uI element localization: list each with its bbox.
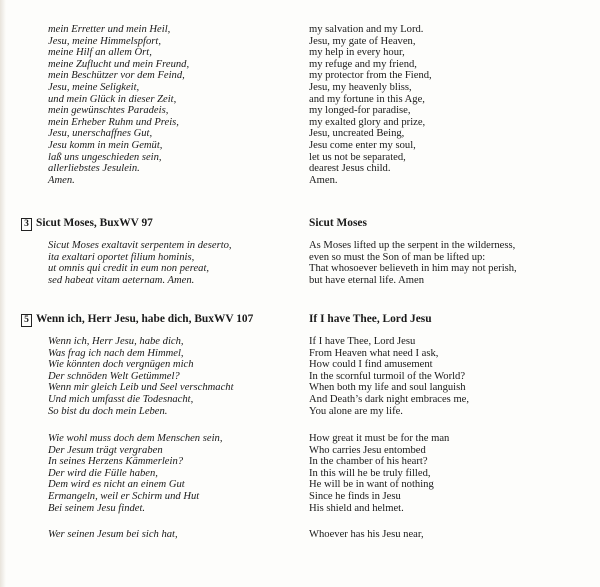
text-line: Jesu komm in mein Gemüt, [48,139,163,151]
text-line: let us not be separated, [309,151,406,163]
text-line: Jesu, unerschaffnes Gut, [48,128,153,140]
text-line: That whosoever believeth in him may not perish, [309,263,517,275]
right-section5-stanza3 [309,529,424,541]
text-line: but have eternal life. Amen [309,274,425,286]
text-line: my longed-for paradise, [309,105,411,117]
text-line: Wenn ich, Herr Jesu, habe dich, [48,336,184,347]
text-line: ut omnis qui credit in eum non pereat, [48,263,210,275]
text-line: Jesu, my gate of Heaven, [309,35,416,47]
text-line: So bist du doch mein Leben. [48,405,168,417]
text-line: Jesu, uncreated Being, [309,128,405,140]
text-line: mein gewünschtes Paradeis, [48,105,169,117]
text-line: And Death’s dark night embraces me, [309,393,470,405]
text-line: und mein Glück in dieser Zeit, [48,93,177,105]
text-line: Was frag ich nach dem Himmel, [48,347,184,359]
text-line: Bei seinem Jesu findet. [48,502,146,514]
text-line: Jesu, meine Himmelspfort, [48,35,161,47]
text-line: Der Jesum trägt vergraben [48,444,163,456]
left-section3-lines [48,240,232,286]
text-line: Who carries Jesu entombed [309,444,426,456]
text-line: Wie könnten doch vergnügen mich [48,359,194,371]
text-line: Der wird die Fülle haben, [48,467,158,479]
text-line: Amen. [309,174,338,186]
text-line: Wie wohl muss doch dem Menschen sein, [48,433,223,444]
text-line: and my fortune in this Age, [309,93,425,105]
section-5-english-title: If I have Thee, Lord Jesu [309,313,432,325]
text-line: Wer seinen Jesum bei sich hat, [48,529,178,540]
right-block1 [309,24,432,186]
text-line: my protector from the Fiend, [309,70,432,82]
section-3-title: Sicut Moses, BuxWV 97 [36,217,153,229]
text-line: meine Zuflucht und mein Freund, [48,58,190,70]
text-line: Jesu, my heavenly bliss, [309,81,412,93]
section-5-heading [21,313,253,327]
left-block1 [48,24,189,186]
text-line: Jesu, meine Seligkeit, [48,81,140,93]
text-line: From Heaven what need I ask, [309,347,439,359]
text-line: He will be in want of nothing [309,479,434,491]
text-line: dearest Jesus child. [309,163,391,175]
text-line: laß uns ungeschieden sein, [48,151,162,163]
left-section5-stanza3 [48,529,178,541]
text-line: In this will he be truly filled, [309,467,431,479]
text-line: ita exaltari oportet filium hominis, [48,251,195,263]
text-line: How great it must be for the man [309,433,450,444]
text-line: In the chamber of his heart? [309,456,428,468]
text-line: Ermangeln, weil er Schirm und Hut [48,490,200,502]
left-section5-stanza2 [48,433,222,514]
text-line: Jesu come enter my soul, [309,139,416,151]
text-line: Since he finds in Jesu [309,490,401,502]
section-5-title: Wenn ich, Herr Jesu, habe dich, BuxWV 107 [36,313,254,325]
section-3-number: 3 [21,218,32,231]
right-section5-stanza2 [309,433,449,514]
text-line: my exalted glory and prize, [309,116,426,128]
text-line: my help in every hour, [309,47,405,59]
text-line: Wenn mir gleich Leib und Seel verschmacht [48,382,234,394]
text-line: Dem wird es nicht an einem Gut [48,479,185,491]
text-line: my refuge and my friend, [309,58,417,70]
text-line: When both my life and soul languish [309,382,466,394]
text-line: In seines Herzens Kämmerlein? [48,456,184,468]
page-edge-shadow [0,0,6,587]
text-line: sed habeat vitam aeternam. Amen. [48,274,195,286]
text-line: How could I find amusement [309,359,433,371]
right-section5-stanza1 [309,336,469,417]
text-line: meine Hilf an allem Ort, [48,47,152,59]
left-section5-stanza1 [48,336,234,417]
text-line: Sicut Moses exaltavit serpentem in deserto, [48,240,232,251]
text-line: Und mich umfasst die Todesnacht, [48,393,194,405]
section-3-heading [21,217,153,231]
text-line: mein Beschützer vor dem Feind, [48,70,185,82]
text-line: my salvation and my Lord. [309,24,424,35]
text-line: Amen. [48,174,75,186]
text-line: allerliebstes Jesulein. [48,163,140,175]
text-line: His shield and helmet. [309,502,404,514]
text-line: mein Erheber Ruhm und Preis, [48,116,179,128]
right-section3-lines [309,240,517,286]
section-3-english-title: Sicut Moses [309,217,367,229]
text-line: even so must the Son of man be lifted up: [309,251,486,263]
text-line: Whoever has his Jesu near, [309,529,424,540]
text-line: If I have Thee, Lord Jesu [309,336,416,347]
text-line: As Moses lifted up the serpent in the wilderness, [309,240,516,251]
text-line: In the scornful turmoil of the World? [309,370,466,382]
text-line: Der schnöden Welt Getümmel? [48,370,180,382]
text-line: mein Erretter und mein Heil, [48,24,171,35]
section-5-number: 5 [21,314,32,327]
text-line: You alone are my life. [309,405,403,417]
